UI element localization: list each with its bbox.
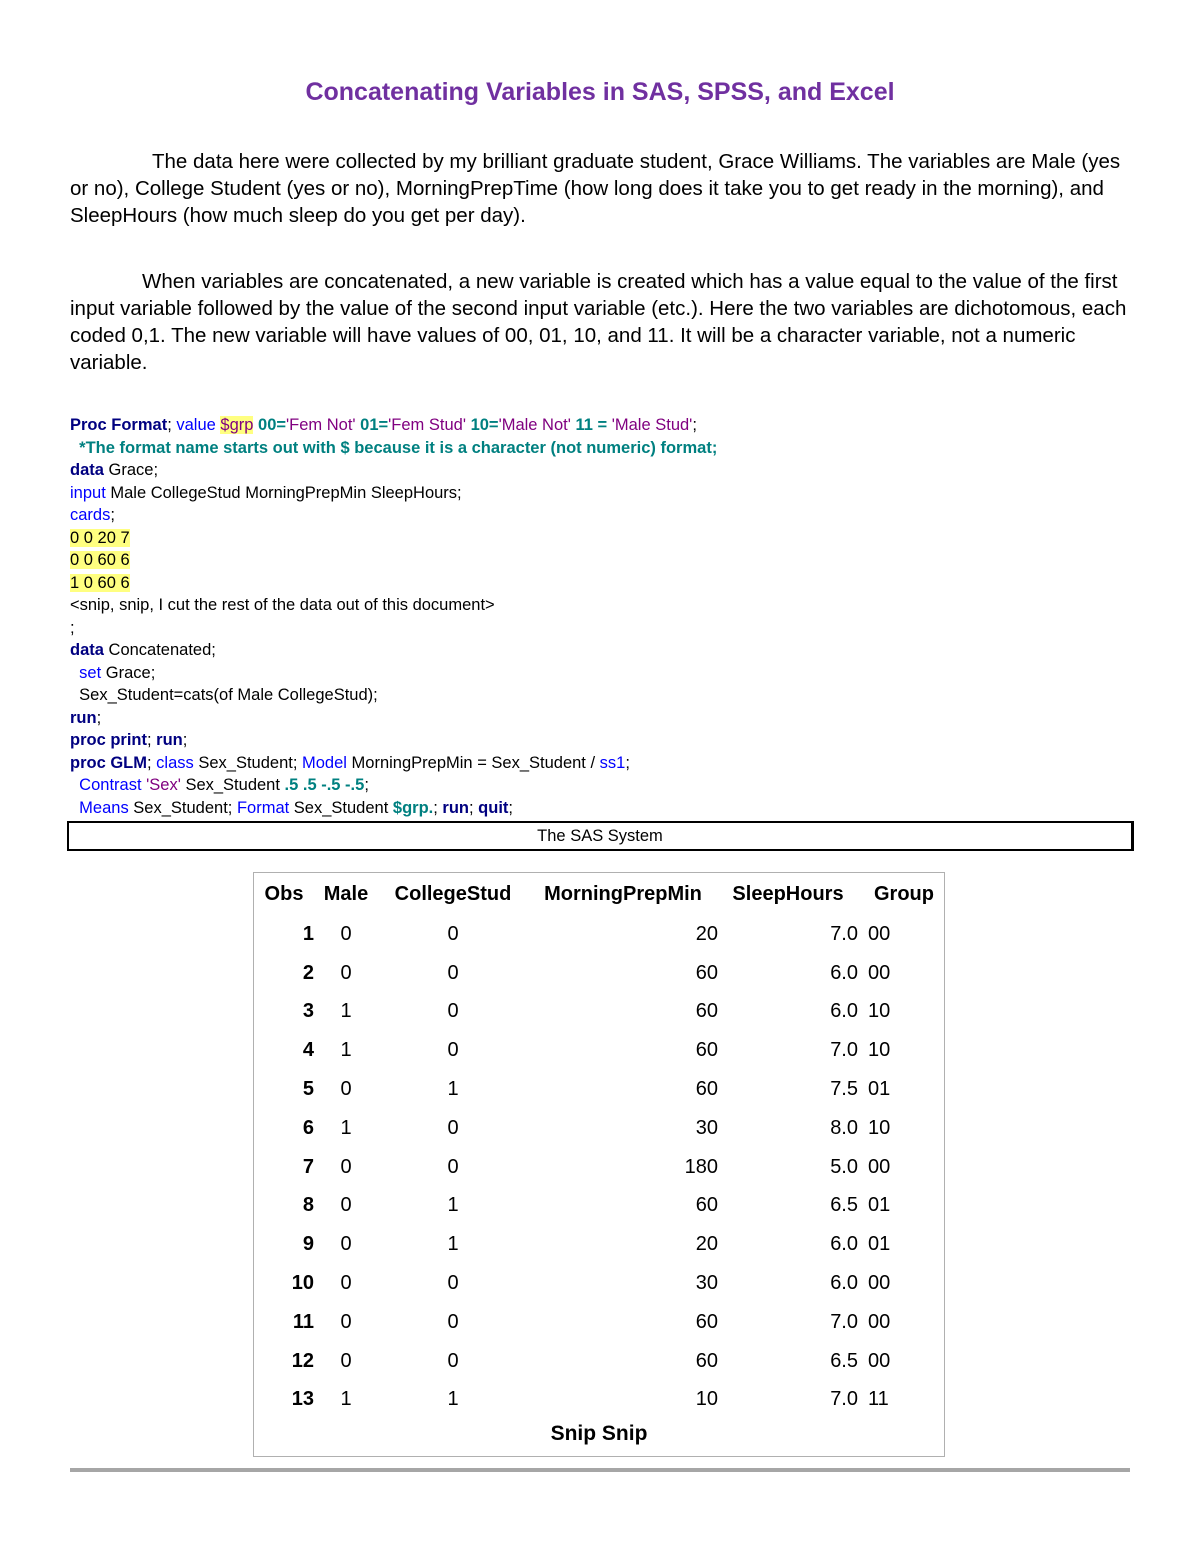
table-cell: 0 [447,1116,459,1139]
table-cell: 10 [695,1388,718,1411]
code-data-line: 0 0 60 6 [70,551,130,569]
table-cell: 1 [447,1078,459,1101]
table-cell: 60 [695,1000,718,1023]
code-line-set: set Grace; [79,663,156,682]
col-header: CollegeStud [394,882,512,905]
table-cell: 7.0 [830,1388,858,1411]
code-line-cats: Sex_Student=cats(of Male CollegeStud); [70,686,378,704]
table-cell: 10 [868,1116,891,1139]
code-line-proc-format: Proc Format; value $grp 00='Fem Not' 01='Fem Stud' 10='Male Not' 11 = 'Male Stud'; [70,416,697,434]
col-header: Male [323,882,369,905]
table-row [254,1381,940,1420]
table-cell: 11 [868,1388,889,1411]
table-cell: 10 [291,1272,314,1295]
table-row [254,915,940,954]
table-row [254,1264,940,1303]
table-header-row [254,873,940,915]
table-cell: 8 [302,1194,314,1217]
table-row [254,1070,940,1109]
table-cell: 1 [340,1000,352,1023]
table-cell: 60 [695,1310,718,1333]
table-cell: 1 [447,1194,459,1217]
table-cell: 0 [447,1155,459,1178]
intro-paragraph: The data here were collected by my brilliant graduate student, Grace Williams. The variables are Male (yes or no), College Student (yes or no), MorningPrepTime (how long does it take you to get ready in the morning), and SleepHours (how much sleep do you get per day). [70,150,1121,227]
concat-paragraph: When variables are concatenated, a new variable is created which has a value equal to the value of the first input variable followed by the value of the second input variable (etc.). Here the two variables are dichotomous, each coded 0,1. The new variable will have values of 00, 01, 10, and 11. It will be a character variable, not a numeric variable. [70,270,1127,374]
table-cell: 00 [868,961,891,984]
sas-code-block [70,414,1130,819]
table-cell: 2 [302,961,314,984]
code-line-semicolon: ; [70,618,75,637]
table-cell: 0 [340,1155,352,1178]
code-line-input: input Male CollegeStud MorningPrepMin SleepHours; [70,483,462,502]
col-header: SleepHours [732,882,844,905]
code-line-data-grace: data Grace; [70,461,159,479]
code-line-snip: <snip, snip, I cut the rest of the data out of this document> [70,596,495,614]
table-cell: 01 [868,1194,891,1217]
table-row [254,1342,940,1381]
table-cell: 00 [868,1272,891,1295]
table-row [254,1187,940,1226]
table-cell: 180 [684,1155,718,1178]
table-cell: 10 [868,1000,891,1023]
table-cell: 0 [340,961,352,984]
col-header: MorningPrepMin [544,882,702,905]
table-cell: 3 [302,1000,314,1023]
code-comment: *The format name starts out with $ because it is a character (not numeric) format; [70,438,718,457]
table-cell: 13 [291,1388,314,1411]
table-cell: 10 [868,1039,891,1062]
table-cell: 30 [695,1116,718,1139]
table-cell: 20 [695,922,718,945]
code-line-means: Means Sex_Student; Format Sex_Student $grp.; run; quit; [79,798,514,817]
table-cell: 5 [302,1078,314,1101]
table-cell: 30 [695,1272,718,1295]
table-cell: 1 [447,1233,459,1256]
table-cell: 0 [340,1078,352,1101]
table-cell: 1 [302,922,314,945]
results-table [254,873,940,1419]
code-data-line: 0 0 20 7 [70,528,130,547]
sas-system-title: The SAS System [67,821,1134,851]
table-cell: 12 [291,1349,314,1372]
table-cell: 6.5 [830,1349,858,1372]
table-row [254,1225,940,1264]
table-cell: 7 [302,1155,314,1178]
table-cell: 60 [695,1194,718,1217]
footer-rule [70,1468,1130,1472]
col-header: Obs [264,882,304,905]
table-cell: 0 [447,1000,459,1023]
table-cell: 1 [447,1388,459,1411]
table-cell: 1 [340,1039,352,1062]
table-cell: 0 [447,1272,459,1295]
table-cell: 6.0 [830,1272,858,1295]
table-cell: 6.0 [830,961,858,984]
table-cell: 01 [868,1233,891,1256]
table-cell: 0 [340,922,352,945]
code-line-run: run; [70,708,102,727]
sas-output-box [253,872,945,1457]
table-cell: 7.0 [830,922,858,945]
table-cell: 6.5 [830,1194,858,1217]
table-cell: 60 [695,1078,718,1101]
page-title: Concatenating Variables in SAS, SPSS, and Excel [305,78,895,106]
code-line-cards: cards; [70,506,115,524]
table-cell: 0 [340,1310,352,1333]
table-cell: 0 [340,1272,352,1295]
table-cell: 00 [868,1349,891,1372]
code-line-data-concatenated: data Concatenated; [70,641,216,659]
table-cell: 0 [447,1310,459,1333]
table-cell: 6 [302,1116,314,1139]
table-cell: 60 [695,1039,718,1062]
table-row [254,1148,940,1187]
table-cell: 0 [340,1194,352,1217]
snip-footer: Snip Snip [550,1422,648,1445]
col-header: Group [874,882,934,905]
table-cell: 9 [302,1233,314,1256]
table-cell: 0 [447,1039,459,1062]
table-cell: 6.0 [830,1000,858,1023]
table-cell: 0 [340,1349,352,1372]
table-cell: 0 [340,1233,352,1256]
table-row [254,1109,940,1148]
table-cell: 0 [447,961,459,984]
code-line-proc-print: proc print; run; [70,731,188,749]
table-row [254,1031,940,1070]
table-row [254,954,940,993]
table-cell: 0 [447,1349,459,1372]
table-cell: 7.5 [830,1078,858,1101]
table-row [254,993,940,1032]
table-row [254,1303,940,1342]
table-cell: 20 [695,1233,718,1256]
table-cell: 8.0 [830,1116,858,1139]
table-cell: 0 [447,922,459,945]
table-cell: 4 [302,1039,314,1062]
table-cell: 11 [292,1310,314,1333]
table-cell: 1 [340,1388,352,1411]
code-data-line: 1 0 60 6 [70,573,130,592]
code-line-proc-glm: proc GLM; class Sex_Student; Model MorningPrepMin = Sex_Student / ss1; [70,753,630,772]
table-cell: 01 [868,1078,891,1101]
table-cell: 1 [340,1116,352,1139]
table-cell: 6.0 [830,1233,858,1256]
table-cell: 00 [868,1155,891,1178]
table-cell: 5.0 [830,1155,858,1178]
table-cell: 7.0 [830,1039,858,1062]
code-line-contrast: Contrast 'Sex' Sex_Student .5 .5 -.5 -.5; [79,776,369,794]
table-cell: 60 [695,1349,718,1372]
table-cell: 60 [695,961,718,984]
table-cell: 7.0 [830,1310,858,1333]
table-cell: 00 [868,922,891,945]
table-cell: 00 [868,1310,891,1333]
